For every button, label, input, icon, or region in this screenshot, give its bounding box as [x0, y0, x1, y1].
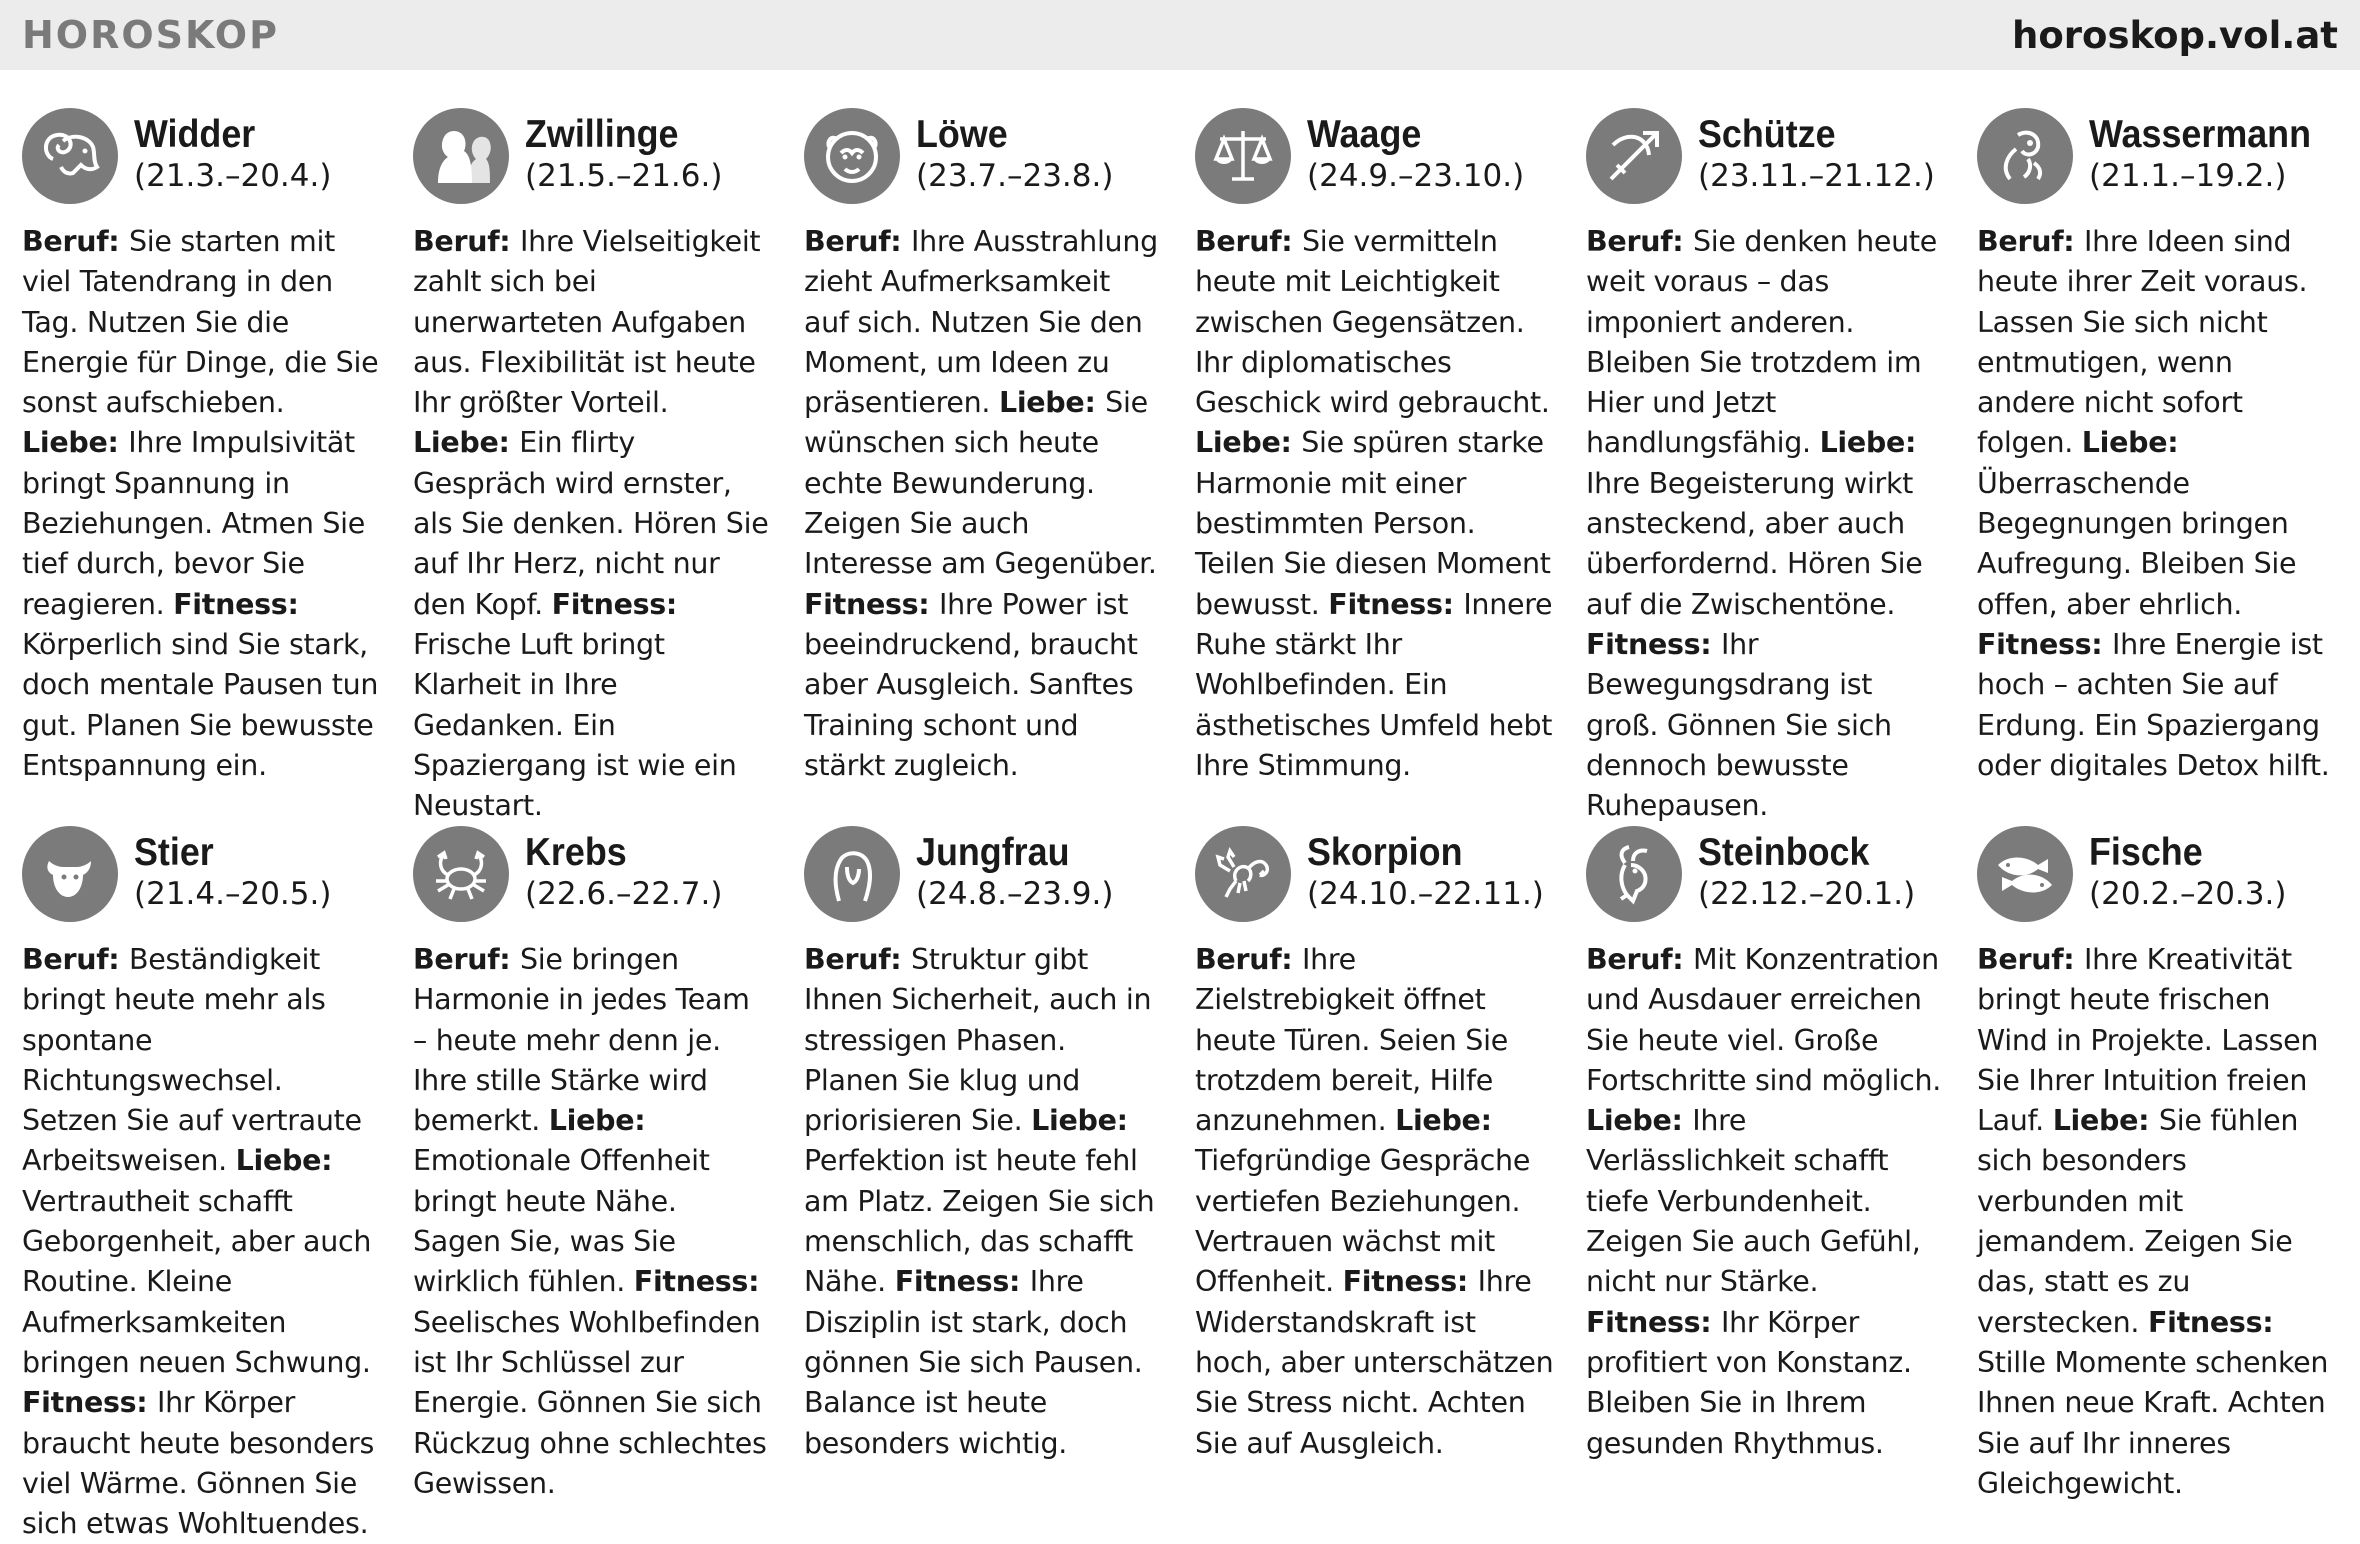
label-fitness: Fitness:: [894, 1265, 1030, 1299]
twins-icon: [413, 108, 509, 204]
text-fitness: Ihre Widerstandskraft ist hoch, aber unterschätzen Sie Stress nicht. Achten Sie auf Ausgleich.: [1195, 1265, 1554, 1460]
sign-text: [22, 222, 381, 786]
label-liebe: Liebe:: [1031, 1104, 1128, 1138]
label-fitness: Fitness:: [2147, 1305, 2274, 1339]
text-liebe: Perfektion ist heute fehl am Platz. Zeigen Sie sich menschlich, das schafft Nähe.: [804, 1144, 1155, 1299]
lion-icon: [804, 108, 900, 204]
sign-text: [804, 222, 1163, 786]
sign-dates: (23.11.–21.12.): [1698, 158, 1935, 194]
sign-dates: (24.8.–23.9.): [916, 876, 1114, 912]
sign-name: Steinbock: [1698, 831, 1870, 874]
text-beruf: Struktur gibt Ihnen Sicherheit, auch in stressigen Phasen. Planen Sie klug und priorisieren Sie.: [804, 943, 1152, 1138]
sign-text: [1195, 940, 1554, 1464]
label-beruf: Beruf:: [413, 225, 521, 258]
sign-name: Widder: [134, 113, 256, 156]
header-bar: [0, 0, 2360, 70]
sign-card-schuetze: [1564, 70, 1955, 823]
text-fitness: Seelisches Wohlbefinden ist Ihr Schlüssel zur Energie. Gönnen Sie sich Rückzug ohne schlechtes Gewissen.: [413, 1305, 767, 1500]
label-fitness: Fitness:: [1586, 1305, 1722, 1339]
sign-dates: (21.3.–20.4.): [134, 158, 332, 194]
text-beruf: Sie starten mit viel Tatendrang in den Tag. Nutzen Sie die Energie für Dinge, die Sie sonst aufschieben.: [22, 225, 379, 420]
label-beruf: Beruf:: [413, 943, 521, 976]
text-liebe: Ein flirty Gespräch wird ernster, als Sie denken. Hören Sie auf Ihr Herz, nicht nur den Kopf.: [413, 426, 769, 621]
ram-icon: [22, 108, 118, 204]
text-fitness: Ihr Körper profitiert von Konstanz. Bleiben Sie in Ihrem gesunden Rhythmus.: [1586, 1305, 1912, 1460]
sign-name: Stier: [134, 831, 214, 874]
label-liebe: Liebe:: [998, 386, 1106, 420]
text-beruf: Ihre Ideen sind heute ihrer Zeit voraus. Lassen Sie sich nicht entmutigen, wenn andere nicht sofort folgen.: [1977, 225, 2308, 460]
label-beruf: Beruf:: [1195, 225, 1303, 258]
sign-card-steinbock: [1564, 788, 1955, 1531]
text-fitness: Körperlich sind Sie stark, doch mentale Pausen tun gut. Planen Sie bewusste Entspannung ein.: [22, 627, 379, 782]
archer-icon: [1586, 108, 1682, 204]
sign-dates: (22.6.–22.7.): [525, 876, 723, 912]
sign-name: Wassermann: [2089, 113, 2312, 156]
sign-card-waage: [1173, 70, 1564, 788]
text-beruf: Sie bringen Harmonie in jedes Team – heute mehr denn je. Ihre stille Stärke wird bemerkt.: [413, 943, 750, 1138]
label-beruf: Beruf:: [1195, 943, 1303, 976]
label-liebe: Liebe:: [1586, 1104, 1693, 1138]
text-fitness: Frische Luft bringt Klarheit in Ihre Gedanken. Ein Spaziergang ist wie ein Neustart.: [413, 627, 737, 823]
label-beruf: Beruf:: [1977, 225, 2085, 258]
text-liebe: Sie wünschen sich heute echte Bewunderung. Zeigen Sie auch Interesse am Gegenüber.: [804, 386, 1157, 581]
virgin-icon: [804, 826, 900, 922]
sign-text: [804, 940, 1163, 1464]
text-beruf: Ihre Kreativität bringt heute frischen Wind in Projekte. Lassen Sie Ihrer Intuition freien Lauf.: [1977, 943, 2319, 1138]
label-fitness: Fitness:: [173, 587, 299, 621]
text-liebe: Sie fühlen sich besonders verbunden mit jemandem. Zeigen Sie das, statt es zu verstecken.: [1977, 1104, 2299, 1339]
sign-card-wassermann: [1955, 70, 2346, 788]
text-beruf: Ihre Ausstrahlung zieht Aufmerksamkeit auf sich. Nutzen Sie den Moment, um Ideen zu präsentieren.: [804, 225, 1158, 420]
sign-dates: (21.5.–21.6.): [525, 158, 723, 194]
sign-name: Jungfrau: [916, 831, 1070, 874]
text-fitness: Ihr Bewegungsdrang ist groß. Gönnen Sie sich dennoch bewusste Ruhepausen.: [1586, 627, 1892, 823]
sign-card-jungfrau: [782, 788, 1173, 1531]
text-liebe: Ihre Verlässlichkeit schafft tiefe Verbundenheit. Zeigen Sie auch Gefühl, nicht nur Stärke.: [1586, 1104, 1921, 1299]
site-url[interactable]: horoskop.vol.at: [2012, 13, 2338, 57]
label-liebe: Liebe:: [1395, 1104, 1492, 1138]
sign-name: Krebs: [525, 831, 627, 874]
label-liebe: Liebe:: [548, 1104, 646, 1138]
scales-icon: [1195, 108, 1291, 204]
label-beruf: Beruf:: [804, 225, 912, 258]
sign-card-skorpion: [1173, 788, 1564, 1531]
text-beruf: Mit Konzentration und Ausdauer erreichen Sie heute viel. Große Fortschritte sind möglich.: [1586, 943, 1941, 1097]
label-fitness: Fitness:: [551, 587, 678, 621]
bull-icon: [22, 826, 118, 922]
label-fitness: Fitness:: [633, 1265, 760, 1299]
sign-card-fische: [1955, 788, 2346, 1531]
sign-dates: (22.12.–20.1.): [1698, 876, 1916, 912]
label-fitness: Fitness:: [22, 1386, 158, 1420]
label-beruf: Beruf:: [22, 225, 130, 258]
sign-text: [1195, 222, 1554, 786]
label-fitness: Fitness:: [1586, 627, 1722, 661]
text-beruf: Sie denken heute weit voraus – das imponiert anderen. Bleiben Sie trotzdem im Hier und Jetzt handlungsfähig.: [1586, 225, 1938, 460]
text-liebe: Tiefgründige Gespräche vertiefen Beziehungen. Vertrauen wächst mit Offenheit.: [1195, 1144, 1531, 1299]
page-title: HOROSKOP: [22, 13, 279, 57]
sign-text: [413, 940, 772, 1504]
sign-dates: (23.7.–23.8.): [916, 158, 1114, 194]
text-fitness: Ihre Power ist beeindruckend, braucht aber Ausgleich. Sanftes Training schont und stärkt zugleich.: [804, 587, 1138, 782]
sign-name: Fische: [2089, 831, 2203, 874]
sign-name: Löwe: [916, 113, 1008, 156]
label-beruf: Beruf:: [22, 943, 130, 976]
sign-dates: (24.10.–22.11.): [1307, 876, 1544, 912]
label-beruf: Beruf:: [1586, 225, 1694, 258]
sign-name: Zwillinge: [525, 113, 679, 156]
text-beruf: Beständigkeit bringt heute mehr als spontane Richtungswechsel. Setzen Sie auf vertraute Arbeitsweisen.: [22, 943, 362, 1178]
sign-name: Waage: [1307, 113, 1422, 156]
label-beruf: Beruf:: [1977, 943, 2085, 976]
sign-card-stier: [0, 788, 391, 1541]
sign-text: [1586, 940, 1945, 1464]
label-fitness: Fitness:: [1328, 587, 1464, 621]
label-liebe: Liebe:: [1819, 426, 1917, 460]
text-liebe: Vertrautheit schafft Geborgenheit, aber auch Routine. Kleine Aufmerksamkeiten bringen neuen Schwung.: [22, 1184, 372, 1379]
label-liebe: Liebe:: [2052, 1104, 2159, 1138]
label-fitness: Fitness:: [804, 587, 940, 621]
label-beruf: Beruf:: [804, 943, 912, 976]
horoscope-grid: [0, 70, 2360, 1541]
label-liebe: Liebe:: [22, 426, 129, 460]
label-liebe: Liebe:: [413, 426, 520, 460]
text-beruf: Ihre Zielstrebigkeit öffnet heute Türen. Seien Sie trotzdem bereit, Hilfe anzunehmen.: [1195, 943, 1508, 1138]
text-liebe: Ihre Begeisterung wirkt ansteckend, aber auch überfordernd. Hören Sie auf die Zwischentöne.: [1586, 466, 1923, 621]
label-liebe: Liebe:: [1195, 426, 1302, 460]
sign-dates: (21.4.–20.5.): [134, 876, 332, 912]
sign-card-zwillinge: [391, 70, 782, 823]
sign-name: Schütze: [1698, 113, 1836, 156]
sign-dates: (20.2.–20.3.): [2089, 876, 2287, 912]
sign-text: [1977, 940, 2336, 1504]
text-liebe: Ihre Impulsivität bringt Spannung in Beziehungen. Atmen Sie tief durch, bevor Sie reagieren.: [22, 426, 366, 621]
sign-text: [1977, 222, 2336, 786]
waterbearer-icon: [1977, 108, 2073, 204]
sign-text: [413, 222, 772, 826]
label-fitness: Fitness:: [1977, 627, 2113, 661]
label-fitness: Fitness:: [1342, 1265, 1478, 1299]
text-fitness: Ihre Energie ist hoch – achten Sie auf Erdung. Ein Spaziergang oder digitales Detox hilft.: [1977, 627, 2330, 782]
text-fitness: Ihr Körper braucht heute besonders viel Wärme. Gönnen Sie sich etwas Wohltuendes.: [22, 1386, 374, 1541]
text-fitness: Stille Momente schenken Ihnen neue Kraft. Achten Sie auf Ihr inneres Gleichgewicht.: [1977, 1345, 2329, 1500]
sign-text: [22, 940, 381, 1544]
label-liebe: Liebe:: [2081, 426, 2179, 460]
text-liebe: Emotionale Offenheit bringt heute Nähe. Sagen Sie, was Sie wirklich fühlen.: [413, 1144, 710, 1299]
fish-icon: [1977, 826, 2073, 922]
sign-dates: (21.1.–19.2.): [2089, 158, 2287, 194]
sign-card-loewe: [782, 70, 1173, 788]
sign-dates: (24.9.–23.10.): [1307, 158, 1525, 194]
text-fitness: Innere Ruhe stärkt Ihr Wohlbefinden. Ein ästhetisches Umfeld hebt Ihre Stimmung.: [1195, 587, 1553, 782]
sign-name: Skorpion: [1307, 831, 1463, 874]
label-beruf: Beruf:: [1586, 943, 1694, 976]
label-liebe: Liebe:: [235, 1144, 333, 1178]
goat-icon: [1586, 826, 1682, 922]
text-beruf: Sie vermitteln heute mit Leichtigkeit zwischen Gegensätzen. Ihr diplomatisches Geschick wird gebraucht.: [1195, 225, 1550, 420]
sign-text: [1586, 222, 1945, 826]
text-liebe: Überraschende Begegnungen bringen Aufregung. Bleiben Sie offen, aber ehrlich.: [1977, 466, 2297, 621]
text-beruf: Ihre Vielseitigkeit zahlt sich bei unerwarteten Aufgaben aus. Flexibilität ist heute Ihr größter Vorteil.: [413, 225, 761, 420]
sign-card-widder: [0, 70, 391, 788]
crab-icon: [413, 826, 509, 922]
text-liebe: Sie spüren starke Harmonie mit einer bestimmten Person. Teilen Sie diesen Moment bewusst.: [1195, 426, 1551, 621]
sign-card-krebs: [391, 788, 782, 1531]
text-fitness: Ihre Disziplin ist stark, doch gönnen Sie sich Pausen. Balance ist heute besonders wichtig.: [804, 1265, 1143, 1460]
scorpion-icon: [1195, 826, 1291, 922]
